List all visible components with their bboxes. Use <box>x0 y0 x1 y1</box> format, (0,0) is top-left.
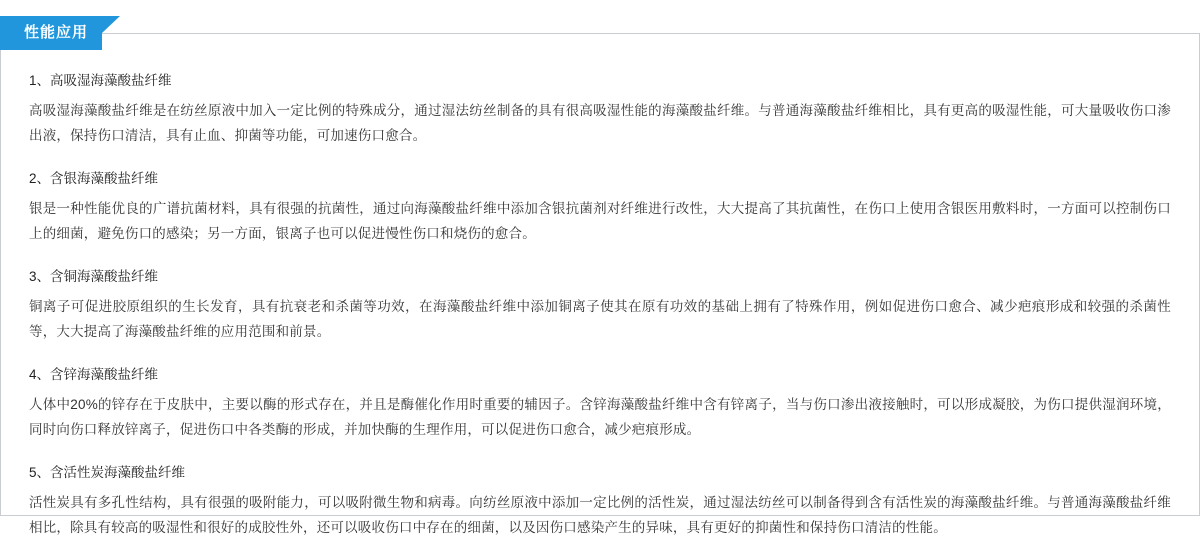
section-title: 4、含锌海藻酸盐纤维 <box>29 367 159 382</box>
section-body: 银是一种性能优良的广谱抗菌材料，具有很强的抗菌性，通过向海藻酸盐纤维中添加含银抗菌剂对纤维进行改性，大大提高了其抗菌性，在伤口上使用含银医用敷料时，一方面可以控制伤口上的细菌，避免伤口的感染；另一方面，银离子也可以促进慢性伤口和烧伤的愈合。 <box>29 201 1171 241</box>
section-title: 1、高吸湿海藻酸盐纤维 <box>29 73 172 88</box>
content-section <box>29 168 1171 246</box>
section-body: 高吸湿海藻酸盐纤维是在纺丝原液中加入一定比例的特殊成分，通过湿法纺丝制备的具有很高吸湿性能的海藻酸盐纤维。与普通海藻酸盐纤维相比，具有更高的吸湿性能，可大量吸收伤口渗出液，保持伤口清洁，具有止血、抑菌等功能，可加速伤口愈合。 <box>29 103 1171 143</box>
section-title: 5、含活性炭海藻酸盐纤维 <box>29 465 186 480</box>
section-header-tab-arrow <box>102 16 120 50</box>
content-panel <box>0 33 1200 535</box>
section-header-title: 性能应用 <box>24 24 89 41</box>
content-section <box>29 266 1171 344</box>
content-section <box>29 364 1171 442</box>
section-title: 3、含铜海藻酸盐纤维 <box>29 269 159 284</box>
section-header-tab <box>0 16 120 50</box>
section-header-tab-body <box>0 16 102 50</box>
section-body: 人体中20%的锌存在于皮肤中，主要以酶的形式存在，并且是酶催化作用时重要的辅因子。含锌海藻酸盐纤维中含有锌离子，当与伤口渗出液接触时，可以形成凝胶，为伤口提供湿润环境，同时向伤口释放锌离子，促进伤口中各类酶的形成，并加快酶的生理作用，可以促进伤口愈合，减少疤痕形成。 <box>29 397 1171 437</box>
content-section <box>29 462 1171 540</box>
section-body: 活性炭具有多孔性结构，具有很强的吸附能力，可以吸附微生物和病毒。向纺丝原液中添加一定比例的活性炭，通过湿法纺丝可以制备得到含有活性炭的海藻酸盐纤维。与普通海藻酸盐纤维相比，除具有较高的吸湿性和很好的成胶性外，还可以吸收伤口中存在的细菌，以及因伤口感染产生的异味，具有更好的抑菌性和保持伤口清洁的性能。 <box>29 495 1171 535</box>
section-title: 2、含银海藻酸盐纤维 <box>29 171 159 186</box>
section-body: 铜离子可促进胶原组织的生长发育，具有抗衰老和杀菌等功效，在海藻酸盐纤维中添加铜离子使其在原有功效的基础上拥有了特殊作用，例如促进伤口愈合、减少疤痕形成和较强的杀菌性等，大大提高了海藻酸盐纤维的应用范围和前景。 <box>29 299 1171 339</box>
content-section <box>29 70 1171 148</box>
